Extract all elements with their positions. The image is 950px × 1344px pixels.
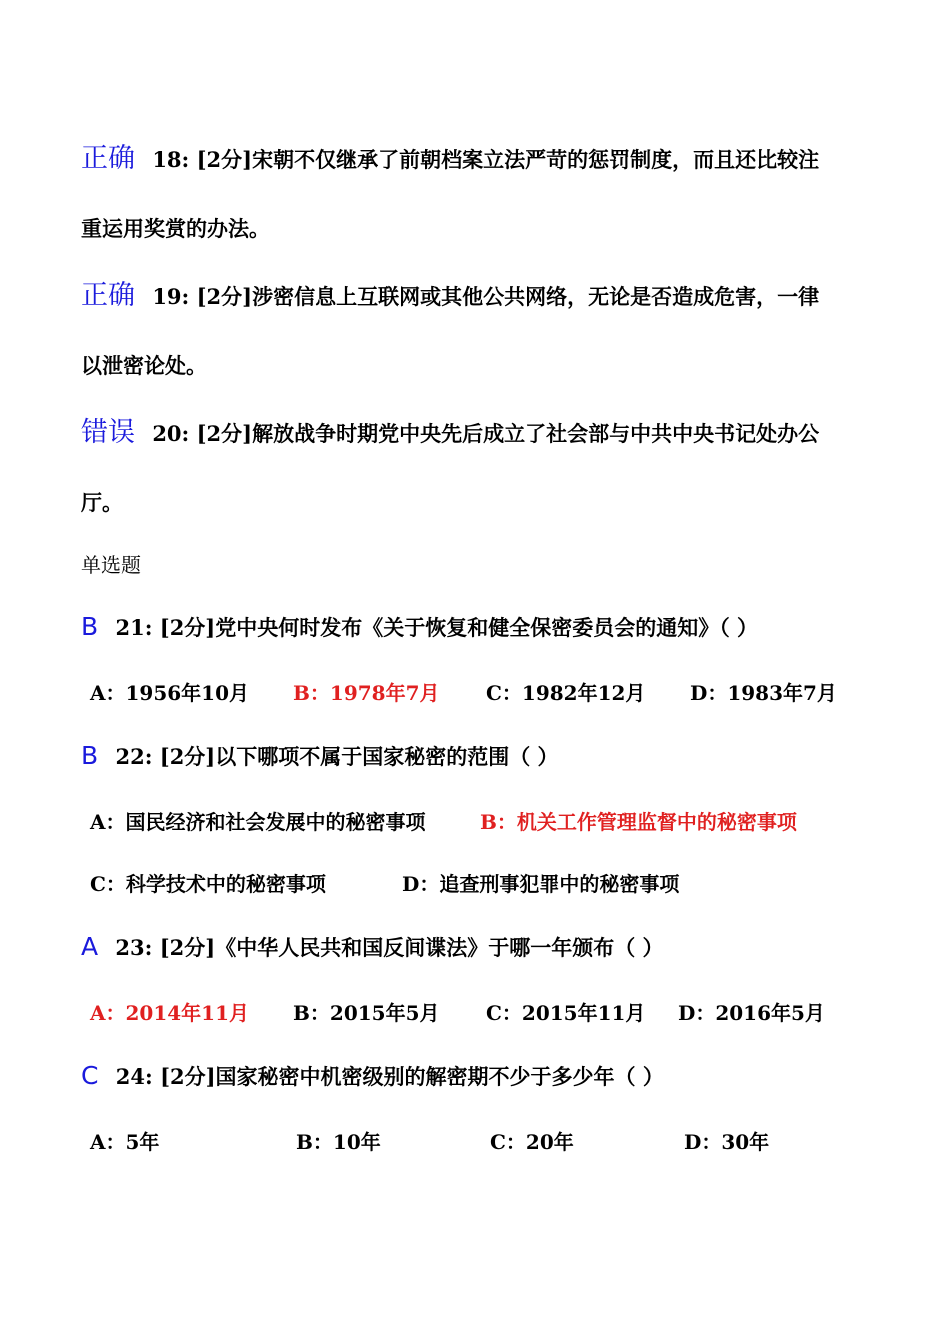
- question-text: 19: [2分]涉密信息上互联网或其他公共网络，无论是否造成危害，一律: [152, 284, 820, 309]
- option-b: B：机关工作管理监督中的秘密事项: [480, 810, 797, 834]
- question-continuation: 厅。: [81, 490, 123, 515]
- answer-label: A: [81, 932, 99, 961]
- option-d: D：1983年7月: [690, 681, 837, 705]
- mc-question-24: [81, 1061, 664, 1091]
- mc-question-23: [81, 932, 664, 962]
- tf-question-20: [81, 410, 819, 449]
- option-a: A：5年: [90, 1130, 160, 1154]
- question-continuation: 重运用奖赏的办法。: [81, 216, 270, 241]
- option-b: B：1978年7月: [293, 681, 440, 705]
- question-text: 22: [2分]以下哪项不属于国家秘密的范围（ ）: [115, 744, 559, 769]
- option-d: D：追查刑事犯罪中的秘密事项: [402, 872, 680, 896]
- option-c: C：20年: [490, 1130, 574, 1154]
- question-text: 23: [2分]《中华人民共和国反间谍法》于哪一年颁布（ ）: [115, 935, 664, 960]
- question-continuation: 以泄密论处。: [81, 353, 207, 378]
- option-b: B：10年: [296, 1130, 381, 1154]
- question-text: 21: [2分]党中央何时发布《关于恢复和健全保密委员会的通知》（ ）: [115, 615, 759, 640]
- option-c: C：1982年12月: [486, 681, 646, 705]
- answer-label: C: [81, 1061, 99, 1090]
- answer-label: 正确: [81, 143, 135, 174]
- answer-label: B: [81, 741, 99, 770]
- section-title: 单选题: [81, 553, 141, 577]
- option-a: A：2014年11月: [90, 1001, 250, 1025]
- mc-question-21: [81, 612, 758, 642]
- tf-question-19: [81, 273, 819, 312]
- question-text: 20: [2分]解放战争时期党中央先后成立了社会部与中共中央书记处办公: [152, 421, 820, 446]
- option-b: B：2015年5月: [293, 1001, 440, 1025]
- option-a: A：1956年10月: [90, 681, 250, 705]
- answer-label: B: [81, 612, 99, 641]
- question-text: 24: [2分]国家秘密中机密级别的解密期不少于多少年（ ）: [115, 1064, 664, 1089]
- option-c: C：2015年11月: [486, 1001, 646, 1025]
- mc-question-22: [81, 741, 559, 771]
- tf-question-18: [81, 136, 819, 175]
- question-text: 18: [2分]宋朝不仅继承了前朝档案立法严苛的惩罚制度，而且还比较注: [152, 147, 820, 172]
- option-d: D：30年: [684, 1130, 770, 1154]
- answer-label: 错误: [81, 417, 135, 448]
- option-a: A：国民经济和社会发展中的秘密事项: [90, 810, 426, 834]
- option-d: D：2016年5月: [678, 1001, 825, 1025]
- option-c: C：科学技术中的秘密事项: [90, 872, 326, 896]
- answer-label: 正确: [81, 280, 135, 311]
